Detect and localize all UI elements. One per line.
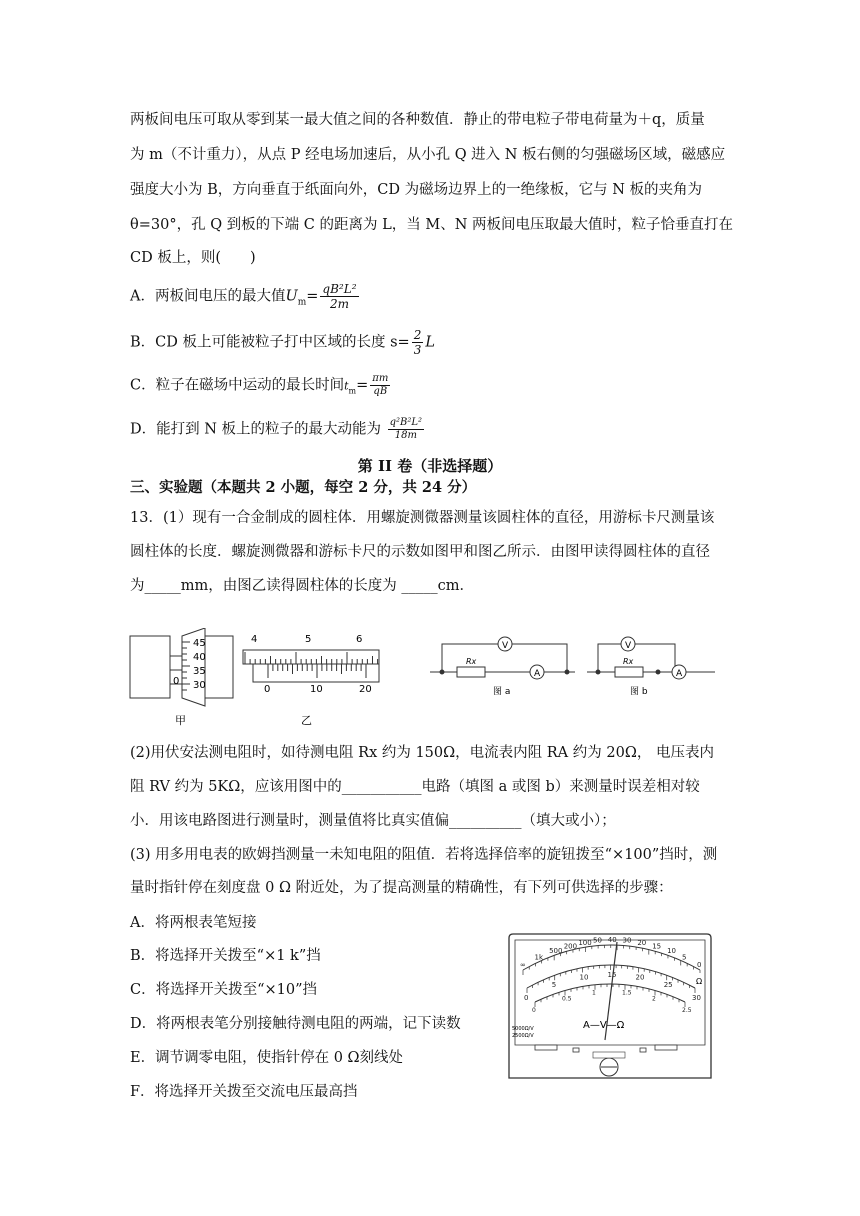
meter-mid-label-0: 0 <box>524 994 529 1002</box>
circuit-b <box>587 637 715 679</box>
micrometer-tick-40: 40 <box>193 652 206 663</box>
meter-spec-1: 5000Ω/V <box>512 1026 534 1032</box>
meter-top-label-2: 500 <box>549 947 563 956</box>
meter-low-label-0: 0 <box>532 1007 536 1014</box>
q13-line-2: 圆柱体的长度．螺旋测微器和游标卡尺的示数如图甲和图乙所示．由图甲读得圆柱体的直径 <box>130 544 710 560</box>
question-line-2: 为 m（不计重力），从点 P 经电场加速后，从小孔 Q 进入 N 板右侧的匀强磁场区域，磁感应 <box>130 147 726 163</box>
meter-low-label-2: 1 <box>592 989 596 997</box>
vernier-caliper-figure <box>243 634 379 727</box>
circuit-b-label: 图 b <box>630 687 648 697</box>
meter-mid-label-2: 10 <box>579 973 589 982</box>
circuit-a-label: 图 a <box>493 687 511 697</box>
step-c: C．将选择开关拨至“×10”挡 <box>130 982 318 998</box>
meter-top-label-7: 30 <box>622 936 632 945</box>
voltmeter-b: V <box>625 641 632 651</box>
q13-line-4: (2)用伏安法测电阻时，如待测电阻 Rx 约为 150Ω，电流表内阻 RA 约为 20Ω， 电压表内 <box>130 745 714 761</box>
meter-low-label-3: 1.5 <box>622 989 632 997</box>
caliper-label: 乙 <box>301 714 312 727</box>
meter-label: A—V—Ω <box>583 1020 625 1031</box>
meter-low-label-4: 2 <box>652 995 656 1003</box>
measurement-figures <box>125 628 725 728</box>
step-e: E．调节调零电阻，使指针停在 0 Ω刻线处 <box>130 1050 404 1066</box>
meter-mid-label-3: 15 <box>607 971 617 979</box>
step-a: A．将两根表笔短接 <box>130 915 257 931</box>
caliper-main-4: 4 <box>251 634 258 645</box>
meter-mid-label-6: 30 <box>692 994 701 1002</box>
caliper-vernier-0: 0 <box>264 684 271 695</box>
micrometer-tick-30: 30 <box>193 680 206 691</box>
meter-mid-label-1: 5 <box>551 981 557 990</box>
multimeter-dial <box>505 930 715 1082</box>
meter-top-label-8: 20 <box>637 938 647 947</box>
resistor-b: Rx <box>623 657 634 666</box>
voltmeter-a: V <box>502 641 509 651</box>
step-d: D．将两根表笔分别接触待测电阻的两端，记下读数 <box>130 1016 461 1032</box>
meter-spec-2: 2500Ω/V <box>512 1033 534 1039</box>
q13-line-3: 为_____mm，由图乙读得圆柱体的长度为 _____cm． <box>130 578 474 594</box>
ammeter-b: A <box>676 669 683 679</box>
micrometer-label: 甲 <box>175 714 186 727</box>
meter-top-label-3: 200 <box>563 942 578 951</box>
option-c: C．粒子在磁场中运动的最长时间$t_m=$ $\frac{\pi m}{qB}$ <box>130 373 389 397</box>
caliper-vernier-20: 20 <box>359 684 372 695</box>
meter-top-label-9: 15 <box>652 942 662 951</box>
caliper-main-5: 5 <box>305 634 312 645</box>
caliper-main-6: 6 <box>356 634 363 645</box>
meter-mid-label-5: 25 <box>663 981 673 990</box>
meter-unit: Ω <box>696 977 703 986</box>
q13-line-1: 13．(1）现有一合金制成的圆柱体．用螺旋测微器测量该圆柱体的直径，用游标卡尺测量该 <box>130 510 715 526</box>
micrometer-figure <box>130 628 233 727</box>
meter-top-label-0: ∞ <box>520 961 526 969</box>
meter-top-label-12: 0 <box>697 961 702 969</box>
q13-line-6: 小．用该电路图进行测量时，测量值将比真实值偏__________（填大或小）； <box>130 813 616 829</box>
step-b: B．将选择开关拨至“×1 k”挡 <box>130 948 321 964</box>
option-a: A．两板间电压的最大值$U_m=$ $\frac{\text{qB²L²}}{2m}$ <box>130 282 357 311</box>
step-f: F．将选择开关拨至交流电压最高挡 <box>130 1084 358 1100</box>
meter-top-label-10: 10 <box>667 947 677 956</box>
volume-title: 第 II 卷（非选择题） <box>357 457 503 475</box>
caliper-vernier-10: 10 <box>310 684 323 695</box>
question-line-4: θ=30°，孔 Q 到板的下端 C 的距离为 L，当 M、N 两板间电压取最大值时，粒子恰垂直打在 <box>130 217 733 233</box>
question-line-1: 两板间电压可取从零到某一最大值之间的各种数值．静止的带电粒子带电荷量为＋q，质量 <box>130 112 705 128</box>
ammeter-a: A <box>534 669 541 679</box>
question-line-3: 强度大小为 B，方向垂直于纸面向外，CD 为磁场边界上的一绝缘板，它与 N 板的夹角为 <box>130 182 702 198</box>
meter-top-label-6: 40 <box>607 936 617 944</box>
q13-line-5: 阻 RV 约为 5KΩ，应该用图中的___________电路（填图 a 或图 b）来测量时误差相对较 <box>130 779 700 795</box>
resistor-a: Rx <box>466 657 477 666</box>
part-title: 三、实验题（本题共 2 小题，每空 2 分，共 24 分） <box>130 479 477 496</box>
meter-mid-label-4: 20 <box>635 973 645 982</box>
meter-low-label-1: 0.5 <box>562 995 572 1003</box>
question-line-5: CD 板上，则( ) <box>130 250 256 266</box>
meter-low-label-5: 2.5 <box>682 1007 692 1014</box>
q13-line-7: (3) 用多用电表的欧姆挡测量一未知电阻的阻值．若将选择倍率的旋钮拨至“×100”挡时，测 <box>130 847 718 863</box>
micrometer-tick-35: 35 <box>193 666 206 677</box>
meter-top-label-1: 1k <box>534 953 544 962</box>
q13-line-8: 量时指针停在刻度盘 0 Ω 附近处，为了提高测量的精确性，有下列可供选择的步骤： <box>130 880 673 896</box>
meter-top-label-5: 50 <box>593 936 602 945</box>
option-b: B．CD 板上可能被粒子打中区域的长度 s= $\frac{2}{3}$ L <box>130 328 435 357</box>
micrometer-zero: 0 <box>173 676 180 687</box>
option-d: D．能打到 N 板上的粒子的最大动能为 $\frac{\text{q²B²L²}}{18m}$ <box>130 417 423 441</box>
micrometer-tick-45: 45 <box>193 638 206 649</box>
meter-top-label-4: 100 <box>578 938 592 947</box>
meter-top-label-11: 5 <box>682 953 687 962</box>
